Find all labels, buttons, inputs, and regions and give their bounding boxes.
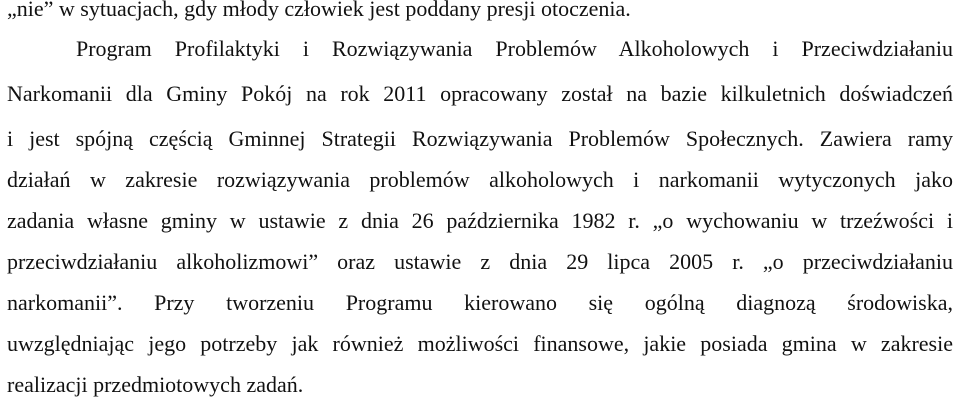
paragraph-line: „nie” w sytuacjach, gdy młody człowiek jest poddany presji otoczenia.: [7, 0, 631, 21]
paragraph-line: przeciwdziałaniu alkoholizmowi” oraz ustawie z dnia 29 lipca 2005 r. „o przeciwdziałaniu: [7, 249, 953, 274]
paragraph-line: narkomanii”. Przy tworzeniu Programu kierowano się ogólną diagnozą środowiska,: [7, 290, 953, 315]
paragraph-line: realizacji przedmiotowych zadań.: [7, 372, 304, 397]
paragraph-line: uwzględniając jego potrzeby jak również możliwości finansowe, jakie posiada gmina w zakresie: [7, 331, 953, 356]
paragraph-line: działań w zakresie rozwiązywania problemów alkoholowych i narkomanii wytyczonych jako: [7, 167, 953, 192]
paragraph-line: Program Profilaktyki i Rozwiązywania Problemów Alkoholowych i Przeciwdziałaniu: [76, 36, 953, 61]
paragraph-line: i jest spójną częścią Gminnej Strategii Rozwiązywania Problemów Społecznych. Zawiera ramy: [7, 126, 953, 151]
paragraph-line: Narkomanii dla Gminy Pokój na rok 2011 opracowany został na bazie kilkuletnich doświadczeń: [7, 81, 953, 106]
paragraph-line: zadania własne gminy w ustawie z dnia 26 października 1982 r. „o wychowaniu w trzeźwości i: [7, 208, 953, 233]
